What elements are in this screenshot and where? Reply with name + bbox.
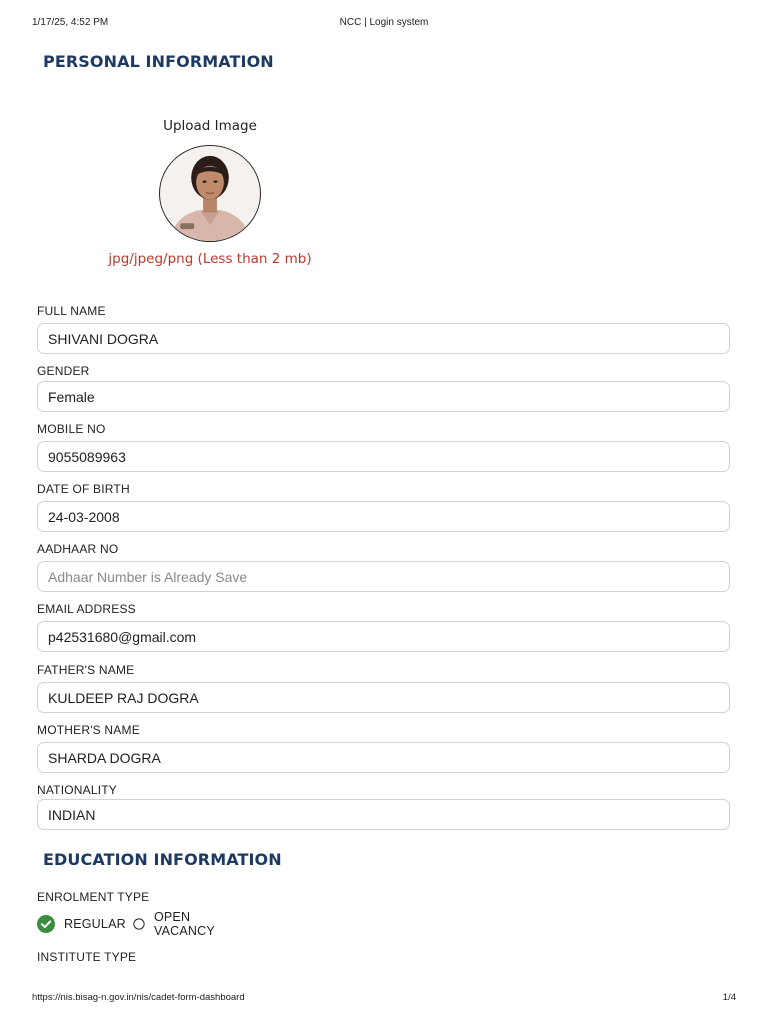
print-footer [32,992,736,1006]
nationality-input[interactable] [37,799,730,830]
aadhaar-no-label: AADHAAR NO [37,542,119,556]
print-url: https://nis.bisag-n.gov.in/nis/cadet-form-dashboard [32,992,245,1003]
checked-radio-icon[interactable] [37,915,55,933]
file-format-hint: jpg/jpeg/png (Less than 2 mb) [108,251,312,267]
upload-image-label: Upload Image [163,118,257,134]
email-field[interactable] [37,621,730,652]
mothers-name-label: MOTHER'S NAME [37,723,140,737]
enrolment-option-regular[interactable] [37,914,126,934]
gender-field[interactable] [37,381,730,412]
fathers-name-input[interactable] [37,682,730,713]
print-header [32,17,736,31]
nationality-label: NATIONALITY [37,783,117,797]
enrolment-type-label: ENROLMENT TYPE [37,890,150,904]
institute-type-label: INSTITUTE TYPE [37,950,137,964]
enrolment-option-label: REGULAR [64,917,126,931]
enrolment-option-open-vacancy[interactable] [133,910,221,938]
print-page-title: NCC | Login system [339,17,429,28]
fathers-name-label: FATHER'S NAME [37,663,135,677]
unchecked-radio-icon[interactable] [133,915,145,933]
mobile-no-label: MOBILE NO [37,422,106,436]
date-of-birth-input[interactable] [37,501,730,532]
print-page-number: 1/4 [722,992,736,1003]
education-information-title: EDUCATION INFORMATION [43,850,282,869]
mobile-no-input[interactable] [37,441,730,472]
enrolment-option-label: OPEN VACANCY [153,910,215,938]
gender-label: GENDER [37,364,90,378]
profile-photo [160,146,260,241]
full-name-label: FULL NAME [37,304,106,318]
print-datetime: 1/17/25, 4:52 PM [32,17,109,28]
full-name-input[interactable] [37,323,730,354]
email-address-label: EMAIL ADDRESS [37,602,136,616]
personal-information-title: PERSONAL INFORMATION [43,52,274,71]
mothers-name-input[interactable] [37,742,730,773]
aadhaar-no-input[interactable] [37,561,730,592]
profile-photo-upload[interactable] [159,145,261,242]
date-of-birth-label: DATE OF BIRTH [37,482,130,496]
